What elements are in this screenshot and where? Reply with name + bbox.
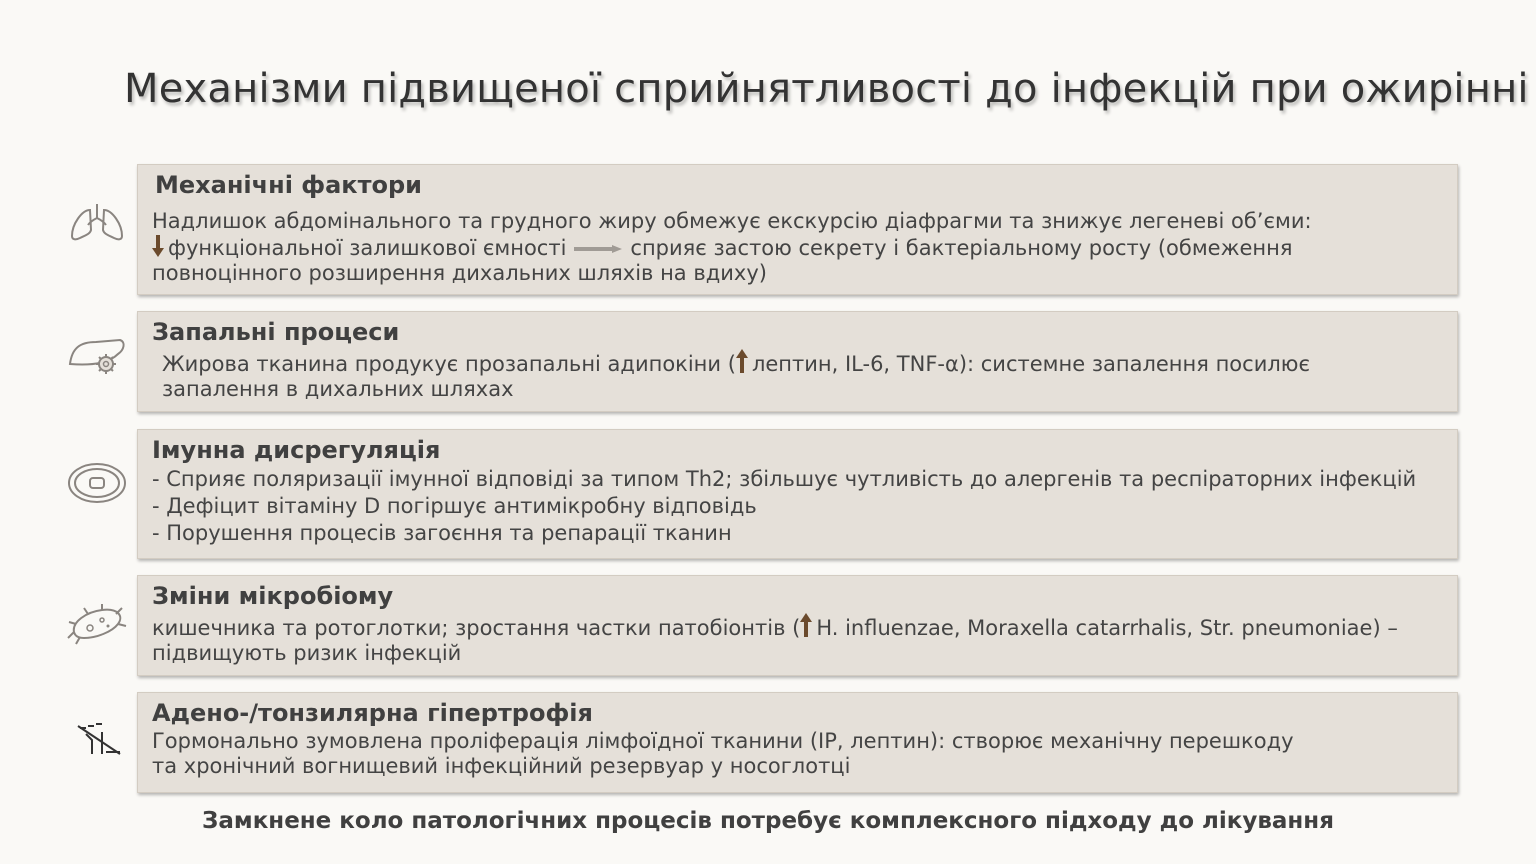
card-mechanical-factors xyxy=(137,164,1458,295)
arrow-up-icon xyxy=(800,612,812,638)
card-text-line: повноцінного розширення дихальних шляхів на вдиху) xyxy=(152,261,767,285)
arrow-down-icon xyxy=(152,234,164,258)
cell-icon xyxy=(66,461,128,505)
card-text-line: запалення в дихальних шляхах xyxy=(162,377,514,401)
summary-footer: Замкнене коло патологічних процесів потребує комплексного підходу до лікування xyxy=(202,808,1334,834)
card-adenotonsillar-hypertrophy xyxy=(137,692,1458,793)
card-text-fragment: функціональної залишкової ємності xyxy=(168,236,567,260)
card-text-line: - Сприяє поляризації імунної відповіді за типом Th2; збільшує чутливість до алергенів та респіраторних інфекцій xyxy=(152,467,1417,491)
card-heading: Адено-/тонзилярна гіпертрофія xyxy=(152,699,593,727)
card-heading: Запальні процеси xyxy=(152,318,400,346)
arrow-up-icon xyxy=(736,348,748,374)
card-microbiome-changes xyxy=(137,575,1458,676)
card-text-fragment: кишечника та ротоглотки; зростання частки патобіонтів ( xyxy=(152,616,801,640)
card-text-line: та хронічний вогнищевий інфекційний резервуар у носоглотці xyxy=(152,754,851,778)
card-inflammatory-processes xyxy=(137,311,1458,412)
card-immune-dysregulation xyxy=(137,429,1458,559)
card-heading: Зміни мікробіому xyxy=(152,582,394,610)
microbe-icon xyxy=(66,602,128,646)
card-text-line: підвищують ризик інфекцій xyxy=(152,641,462,665)
crossed-throat-icon xyxy=(66,720,128,764)
card-heading: Механічні фактори xyxy=(155,171,422,199)
card-text-fragment: сприяє застою секрету і бактеріальному росту (обмеження xyxy=(630,236,1293,260)
card-text-line: - Дефіцит вітаміну D погіршує антимікробну відповідь xyxy=(152,494,757,518)
arrow-right-icon xyxy=(574,245,622,253)
card-text-fragment: лептин, IL-6, TNF-α): системне запалення посилює xyxy=(751,352,1310,376)
card-text-line: - Порушення процесів загоєння та репарації тканин xyxy=(152,521,732,545)
page-title: Механізми підвищеної сприйнятливості до інфекцій при ожирінні xyxy=(124,66,1529,112)
liver-gear-icon xyxy=(66,334,128,378)
card-text-line: Надлишок абдомінального та грудного жиру обмежує екскурсію діафрагми та знижує легеневі об’єми: xyxy=(152,209,1312,233)
card-text-fragment: Жирова тканина продукує прозапальні адипокіни ( xyxy=(162,352,736,376)
card-heading: Імунна дисрегуляція xyxy=(152,436,441,464)
card-text-line: Гормонально зумовлена проліферація лімфоїдної тканини (IP, лептин): створює механічну перешкоду xyxy=(152,729,1294,753)
lungs-icon xyxy=(66,200,128,244)
card-text-fragment: H. influenzae, Moraxella catarrhalis, Str. pneumoniae) – xyxy=(816,616,1398,640)
